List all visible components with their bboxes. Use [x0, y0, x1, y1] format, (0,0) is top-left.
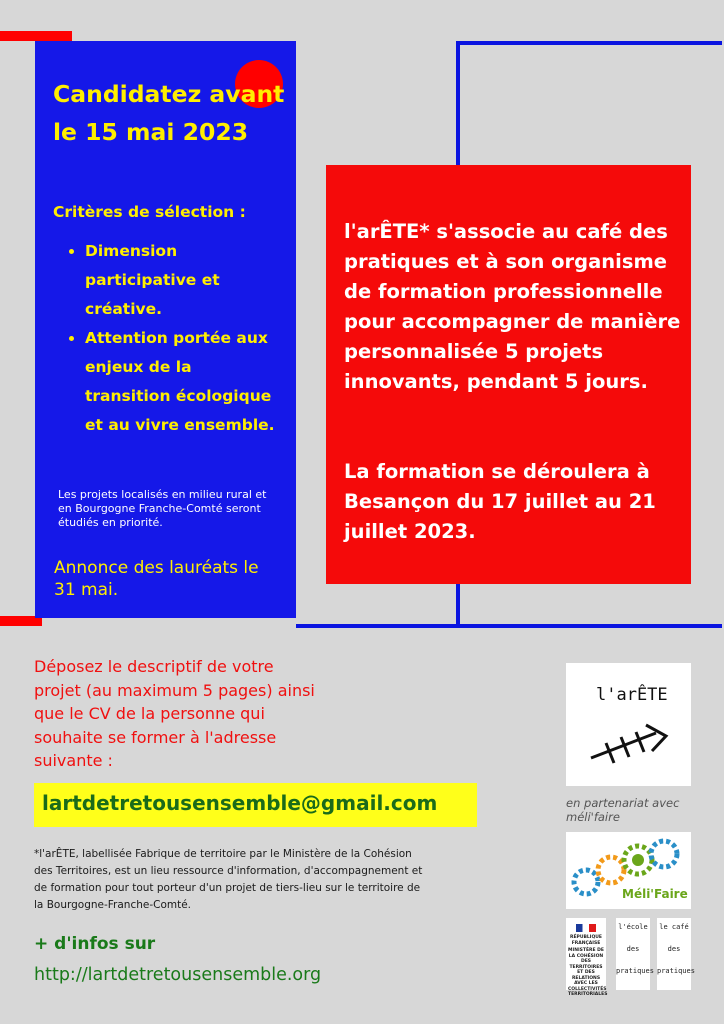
- fishbone-icon: [566, 663, 691, 786]
- program-description: l'arÊTE* s'associe au café des pratiques et à son organisme de formation professionnelle pour accompagner de manière personnalisée 5 projets innovants, pendant 5 jours.: [344, 220, 681, 393]
- deposit-instructions: Déposez le descriptif de votre projet (au maximum 5 pages) ainsi que le CV de la personne qui souhaite se former à l'adresse suivante :: [34, 657, 315, 770]
- meli-faire-name: Méli'Faire: [622, 887, 688, 901]
- cafe-line-2: des: [667, 945, 681, 953]
- criteria-item: • Attention portée aux enjeux de la transition écologique et au vivre ensemble.: [85, 324, 278, 440]
- training-dates: La formation se déroulera à Besançon du 17 juillet au 21 juillet 2023.: [344, 460, 656, 543]
- cafe-line-1: le café: [659, 923, 689, 931]
- ministry-logo: [566, 918, 608, 997]
- ministry-name: MINISTÈRE DE LA COHÉSION DES TERRITOIRES ET DES RELATIONS AVEC LES COLLECTIVITÉS TERRITORIALES: [568, 948, 608, 997]
- french-flag-icon: [576, 924, 596, 932]
- deadline-headline: Candidatez avant le 15 mai 2023: [53, 80, 285, 146]
- ecole-line-3: pratiques: [616, 967, 654, 975]
- program-description-card: [326, 165, 691, 584]
- red-accent-bar-top: [0, 31, 72, 41]
- more-info-title: + d'infos sur: [34, 934, 156, 954]
- ecole-des-pratiques-logo: [616, 918, 654, 990]
- email-highlight: [34, 783, 477, 827]
- criteria-list: [53, 237, 278, 440]
- arete-logo: [566, 663, 691, 786]
- website-link[interactable]: http://lartdetretousensemble.org: [34, 965, 322, 985]
- criteria-item: • Dimension participative et créative.: [85, 237, 278, 324]
- republic-label: RÉPUBLIQUE FRANÇAISE: [569, 935, 603, 946]
- blue-frame-bottom-left: [296, 624, 460, 628]
- cafe-des-pratiques-logo: [657, 918, 695, 990]
- ecole-line-1: l'école: [618, 923, 648, 931]
- arete-logo-text: l'arÊTE: [596, 685, 668, 705]
- contact-email-link[interactable]: lartdetretousensemble@gmail.com: [42, 791, 438, 815]
- priority-note: Les projets localisés en milieu rural et en Bourgogne Franche-Comté seront étudiés en priorité.: [58, 488, 267, 529]
- cafe-line-3: pratiques: [657, 967, 695, 975]
- criteria-title: Critères de sélection :: [53, 203, 246, 221]
- application-card: [35, 41, 296, 618]
- ecole-line-2: des: [626, 945, 640, 953]
- partnership-caption: en partenariat avec méli'faire: [566, 796, 680, 824]
- meli-faire-logo: [566, 832, 691, 909]
- winners-announcement: Annonce des lauréats le 31 mai.: [54, 558, 259, 600]
- footnote: *l'arÊTE, labellisée Fabrique de territoire par le Ministère de la Cohésion des Territoires, est un lieu ressource d'information, d'accompagnement et de formation pour tout porteur d'un projet de tiers-lieu sur le territoire de la Bourgogne-Franche-Comté.: [34, 848, 423, 911]
